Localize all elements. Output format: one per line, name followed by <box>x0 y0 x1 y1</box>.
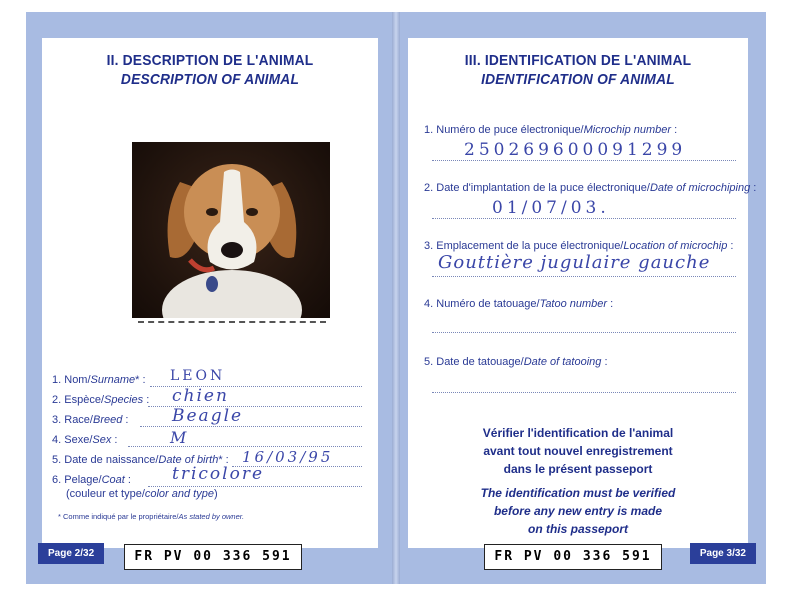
field-microchip-number: 1. Numéro de puce électronique/Microchip number : <box>424 124 678 136</box>
field-microchip-location: 3. Emplacement de la puce électronique/Location of microchip : <box>424 240 734 252</box>
field-implant-date: 2. Date d'implantation de la puce électronique/Date of microchiping : <box>424 182 757 194</box>
field-sex: 4. Sexe/Sex : <box>52 434 118 446</box>
field-species: 2. Espèce/Species : <box>52 394 150 406</box>
left-panel <box>42 38 378 548</box>
page-number-badge: Page 3/32 <box>690 543 756 564</box>
verify-notice-en: The identification must be verified before any new entry is made on this passeport <box>480 486 676 536</box>
species-value: chien <box>172 386 229 406</box>
verify-notice-fr: Vérifier l'identification de l'animal avant tout nouvel enregistrement dans le présent passeport <box>482 426 674 476</box>
passport-serial: FR PV 00 336 591 <box>124 544 302 570</box>
microchip-line <box>432 160 736 161</box>
field-name: 1. Nom/Surname* : <box>52 374 146 386</box>
passport-serial: FR PV 00 336 591 <box>484 544 662 570</box>
field-breed: 3. Race/Breed : <box>52 414 129 426</box>
photo-border-line <box>138 321 326 323</box>
right-title-en: IDENTIFICATION OF ANIMAL <box>481 71 675 88</box>
left-title-fr: II. DESCRIPTION DE L'ANIMAL <box>106 52 314 69</box>
implant-date-line <box>432 218 736 219</box>
right-panel <box>408 38 757 548</box>
tattoo-date-line <box>432 392 736 393</box>
name-value: LEON <box>170 368 226 384</box>
microchip-location-value: Gouttière jugulaire gauche <box>438 252 711 273</box>
field-tattoo-number: 4. Numéro de tatouage/Tatoo number : <box>424 298 614 310</box>
right-page <box>400 12 766 584</box>
dog-photo <box>132 142 330 318</box>
coat-value: tricolore <box>172 464 265 484</box>
field-tattoo-date: 5. Date de tatouage/Date of tatooing : <box>424 356 608 368</box>
birth-date-value: 16/03/95 <box>242 448 334 466</box>
right-title-fr: III. IDENTIFICATION DE L'ANIMAL <box>464 52 692 69</box>
coat-note: (couleur et type/color and type) <box>66 488 218 500</box>
page-number-badge: Page 2/32 <box>38 543 104 564</box>
coat-line <box>148 486 362 487</box>
breed-line <box>140 426 362 427</box>
microchip-location-line <box>432 276 736 277</box>
left-title-en: DESCRIPTION OF ANIMAL <box>120 71 300 88</box>
field-birth-date: 5. Date de naissance/Date of birth* : <box>52 454 229 466</box>
field-coat: 6. Pelage/Coat : <box>52 474 131 486</box>
owner-footnote: * Comme indiqué par le propriétaire/As stated by owner. <box>58 512 245 521</box>
microchip-value: 250269600091299 <box>464 140 687 160</box>
tattoo-number-line <box>432 332 736 333</box>
left-page <box>26 12 392 584</box>
sex-line <box>128 446 362 447</box>
implant-date-value: 01/07/03. <box>492 198 610 218</box>
breed-value: Beagle <box>172 406 244 426</box>
sex-value: M <box>170 428 189 447</box>
